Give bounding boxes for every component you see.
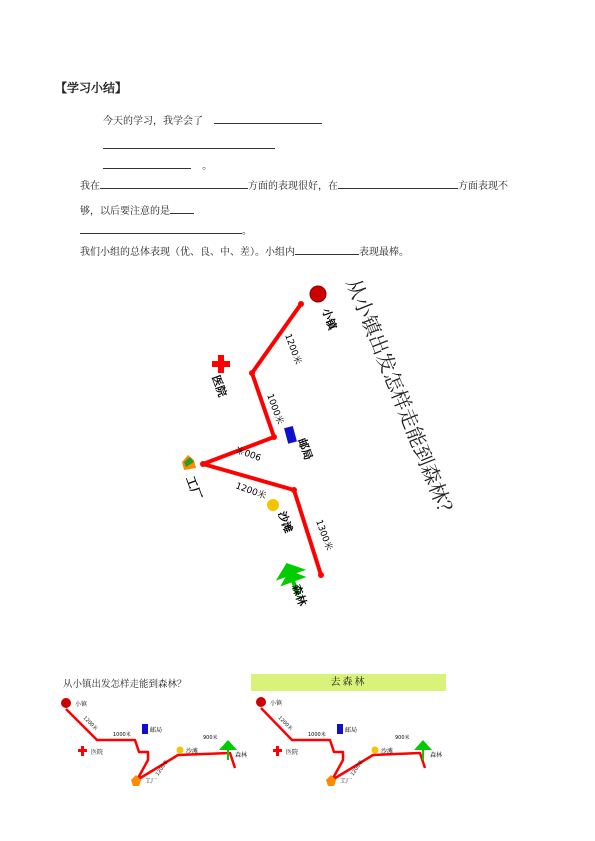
group-label-b: 表现最棒。 xyxy=(359,247,409,258)
hospital-label: 医院 xyxy=(209,373,229,399)
route-node xyxy=(271,434,277,440)
small-map-left xyxy=(55,676,248,796)
small-left-distance-4: 1200米 xyxy=(154,759,170,778)
period-mark: 。 xyxy=(202,161,213,172)
factory-label: 工厂 xyxy=(183,474,205,502)
summary-heading: 【学习小结】 xyxy=(55,81,128,95)
forest-label: 森林 xyxy=(289,582,309,608)
small-right-distance-2: 1000米 xyxy=(308,732,326,738)
performance-label-b: 方面的表现很好，在 xyxy=(248,181,338,192)
small-map-right-banner xyxy=(251,674,446,691)
attention-label: 够，以后要注意的是 xyxy=(80,206,170,217)
group-label-a: 我们小组的总体表现（优、良、中、差）。小组内 xyxy=(80,247,295,258)
main-map-title: 从小镇出发怎样走能到森林？ xyxy=(341,274,462,525)
small-right-factory-label: 工厂 xyxy=(340,778,353,785)
small-left-beach-icon xyxy=(177,747,184,754)
attention-period: 。 xyxy=(242,226,252,237)
small-left-distance-2: 1000米 xyxy=(113,732,131,738)
distance-factory-beach: 1200米 xyxy=(233,481,268,502)
small-right-forest-label: 森林 xyxy=(430,752,443,759)
small-map-left-title: 从小镇出发怎样走能到森林？ xyxy=(63,679,187,690)
post-label: 邮局 xyxy=(295,436,315,462)
distance-town-hospital: 1200米 xyxy=(282,332,303,367)
learned-label: 今天的学习，我学会了 xyxy=(103,116,203,127)
performance-label-c: 方面表现不 xyxy=(458,181,508,192)
small-right-post-icon xyxy=(337,724,343,734)
small-map-right-title: 去森林 xyxy=(330,677,367,688)
small-left-town-icon xyxy=(61,698,71,708)
small-left-forest-label: 森林 xyxy=(235,752,248,759)
small-left-factory-label: 工厂 xyxy=(145,778,158,785)
route-node xyxy=(200,461,206,467)
small-right-distance-3: 900米 xyxy=(395,735,410,741)
small-right-distance-4: 1200米 xyxy=(349,759,365,778)
distance-post-factory: 900米 xyxy=(234,443,264,462)
small-left-hospital-label: 医院 xyxy=(91,749,104,756)
small-right-town-icon xyxy=(256,697,266,707)
small-left-distance-1: 1200米 xyxy=(81,715,99,732)
factory-icon xyxy=(182,455,196,470)
route-node xyxy=(318,572,324,578)
route-node xyxy=(298,301,304,307)
small-right-beach-icon xyxy=(372,747,379,754)
small-left-hospital-icon xyxy=(78,746,87,756)
post-marker-icon xyxy=(284,426,297,444)
small-right-hospital-label: 医院 xyxy=(286,749,299,756)
hospital-cross-icon xyxy=(212,355,230,373)
small-left-town-label: 小镇 xyxy=(75,701,88,708)
small-left-distance-3: 900米 xyxy=(203,735,218,741)
small-right-distance-1: 1200米 xyxy=(276,715,294,732)
beach-label: 沙滩 xyxy=(275,509,295,535)
route-node xyxy=(249,370,255,376)
small-right-beach-label: 沙滩 xyxy=(381,748,394,755)
beach-marker-icon xyxy=(267,499,279,511)
small-left-post-label: 邮局 xyxy=(150,727,163,734)
small-right-hospital-icon xyxy=(273,746,282,756)
distance-hospital-post: 1000米 xyxy=(264,392,285,427)
small-left-post-icon xyxy=(142,724,148,734)
small-right-town-label: 小镇 xyxy=(270,700,283,707)
small-left-beach-label: 沙滩 xyxy=(186,748,199,755)
town-marker-icon xyxy=(310,286,326,302)
performance-label-a: 我在 xyxy=(80,181,100,192)
distance-beach-forest: 1300米 xyxy=(313,518,334,553)
small-map-right xyxy=(250,690,450,800)
small-right-post-label: 邮局 xyxy=(345,727,358,734)
town-label: 小镇 xyxy=(319,306,339,332)
route-node xyxy=(291,487,297,493)
